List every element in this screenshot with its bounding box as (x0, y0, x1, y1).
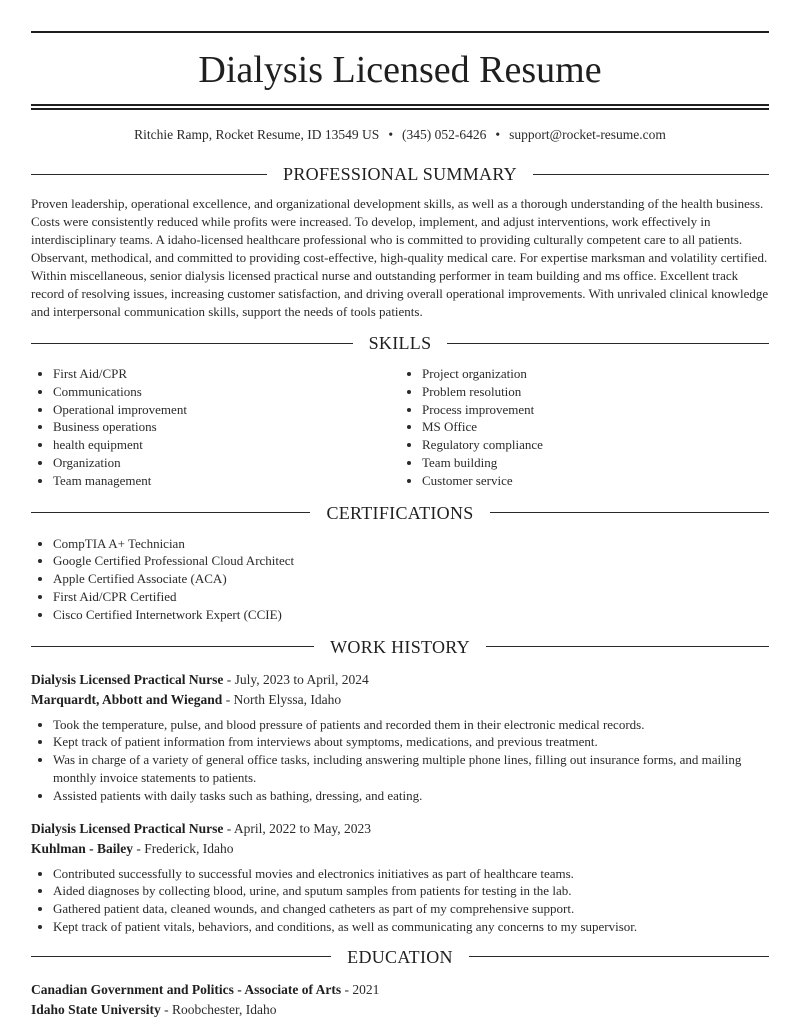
contact-phone: (345) 052-6426 (402, 127, 487, 142)
list-item: • Apple Certified Associate (ACA) (53, 570, 769, 588)
list-item: • Contributed successfully to successful movies and electronics initiatives as part of healthcare teams. (53, 865, 769, 883)
resume-title: Dialysis Licensed Resume (198, 49, 602, 91)
section-header-summary (31, 161, 769, 187)
section-title: EDUCATION (347, 946, 453, 967)
list-item: • Business operations (53, 418, 400, 436)
education-degree: Canadian Government and Politics - Associate of Arts (31, 981, 342, 997)
education-year: - 2021 (341, 981, 380, 997)
list-item: • health equipment (53, 436, 400, 454)
skills-columns (31, 365, 769, 490)
job-entry (31, 819, 769, 936)
list-item: • CompTIA A+ Technician (53, 535, 769, 553)
job-location: - Frederick, Idaho (133, 840, 234, 856)
list-item: • Cisco Certified Internetwork Expert (CCIE) (53, 606, 769, 624)
list-item: • MS Office (422, 418, 769, 436)
education-entry (31, 980, 769, 1020)
list-item: • Google Certified Professional Cloud Architect (53, 552, 769, 570)
list-item: • Team management (53, 472, 400, 490)
job-employer-line (31, 839, 769, 859)
list-item: • Operational improvement (53, 401, 400, 419)
list-item: • Process improvement (422, 401, 769, 419)
job-bullets (31, 716, 769, 805)
section-header-certifications (31, 500, 769, 526)
section-header-education (31, 944, 769, 970)
summary-text: Proven leadership, operational excellence, and organizational development skills, as well as a thorough understanding of the health business. Costs were consistently reduced while profits were increased. To develop, implement, and adjust interventions, work effectively in interdisciplinary teams. A idaho-licensed healthcare professional who is committed to providing culturally competent care to all patients. Observant, methodical, and committed to providing cost-effective, high-quality medical care. For expertise marksman and volatility certified. Within miscellaneous, senior dialysis licensed practical nurse and outstanding performer in team building and ms office. Excellent track record of resolving issues, increasing customer satisfaction, and driving overall operational improvements. With unrivaled clinical knowledge and interpersonal communication skills, support the needs of tools patients. (31, 196, 769, 319)
section-rule (31, 646, 314, 647)
section-header-skills (31, 330, 769, 356)
contact-line (31, 127, 769, 143)
job-bullets (31, 865, 769, 936)
education-degree-line (31, 980, 769, 1000)
education-school: Idaho State University (31, 1001, 161, 1017)
list-item: • Regulatory compliance (422, 436, 769, 454)
contact-separator: • (495, 127, 501, 142)
list-item: • Project organization (422, 365, 769, 383)
list-item: • Organization (53, 454, 400, 472)
list-item: • Team building (422, 454, 769, 472)
job-title-line (31, 670, 769, 690)
job-dates: - April, 2022 to May, 2023 (223, 820, 371, 836)
job-entry (31, 670, 769, 805)
job-title-line (31, 819, 769, 839)
section-title: WORK HISTORY (330, 636, 470, 657)
certifications-block (31, 535, 769, 624)
section-rule (31, 512, 310, 513)
list-item: • Kept track of patient information from interviews about symptoms, medications, and previous treatment. (53, 733, 769, 751)
section-rule (486, 646, 769, 647)
list-item: • Was in charge of a variety of general office tasks, including answering multiple phone lines, filling out insurance forms, and mailing monthly invoice statements to patients. (53, 751, 769, 787)
section-rule (490, 512, 769, 513)
contact-address: Ritchie Ramp, Rocket Resume, ID 13549 US (134, 127, 380, 142)
list-item: • Kept track of patient vitals, behaviors, and conditions, as well as communicating any concerns to my supervisor. (53, 918, 769, 936)
list-item: • Gathered patient data, cleaned wounds, and changed catheters as part of my comprehensive support. (53, 900, 769, 918)
section-rule (31, 343, 353, 344)
job-employer: Marquardt, Abbott and Wiegand (31, 691, 223, 707)
section-rule (31, 956, 331, 957)
job-dates: - July, 2023 to April, 2024 (223, 671, 369, 687)
list-item: • Took the temperature, pulse, and blood pressure of patients and recorded them in their electronic medical records. (53, 716, 769, 734)
list-item: • First Aid/CPR Certified (53, 588, 769, 606)
job-employer-line (31, 690, 769, 710)
title-double-rule (31, 104, 769, 110)
spacer (31, 936, 769, 944)
list-item: • Aided diagnoses by collecting blood, urine, and sputum samples from patients for testing in the lab. (53, 882, 769, 900)
section-rule (533, 174, 769, 175)
section-rule (469, 956, 769, 957)
list-item: • Problem resolution (422, 383, 769, 401)
job-title: Dialysis Licensed Practical Nurse (31, 820, 224, 836)
job-employer: Kuhlman - Bailey (31, 840, 134, 856)
job-location: - North Elyssa, Idaho (222, 691, 342, 707)
contact-separator: • (388, 127, 394, 142)
skills-list-left (31, 365, 400, 490)
skills-list-right (400, 365, 769, 490)
section-rule (447, 343, 769, 344)
resume-page (31, 0, 769, 1020)
job-title: Dialysis Licensed Practical Nurse (31, 671, 224, 687)
section-title: SKILLS (368, 333, 432, 353)
section-rule (31, 174, 267, 175)
top-rule (31, 31, 769, 33)
section-title: CERTIFICATIONS (326, 502, 474, 523)
list-item: • First Aid/CPR (53, 365, 400, 383)
list-item: • Customer service (422, 472, 769, 490)
education-location: - Roobchester, Idaho (160, 1001, 277, 1017)
list-item: • Assisted patients with daily tasks such as bathing, dressing, and eating. (53, 787, 769, 805)
section-title: PROFESSIONAL SUMMARY (283, 164, 517, 184)
contact-email[interactable]: support@rocket-resume.com (509, 127, 666, 142)
education-school-line (31, 1000, 769, 1020)
certifications-list (31, 535, 769, 624)
section-header-work (31, 634, 769, 660)
list-item: • Communications (53, 383, 400, 401)
